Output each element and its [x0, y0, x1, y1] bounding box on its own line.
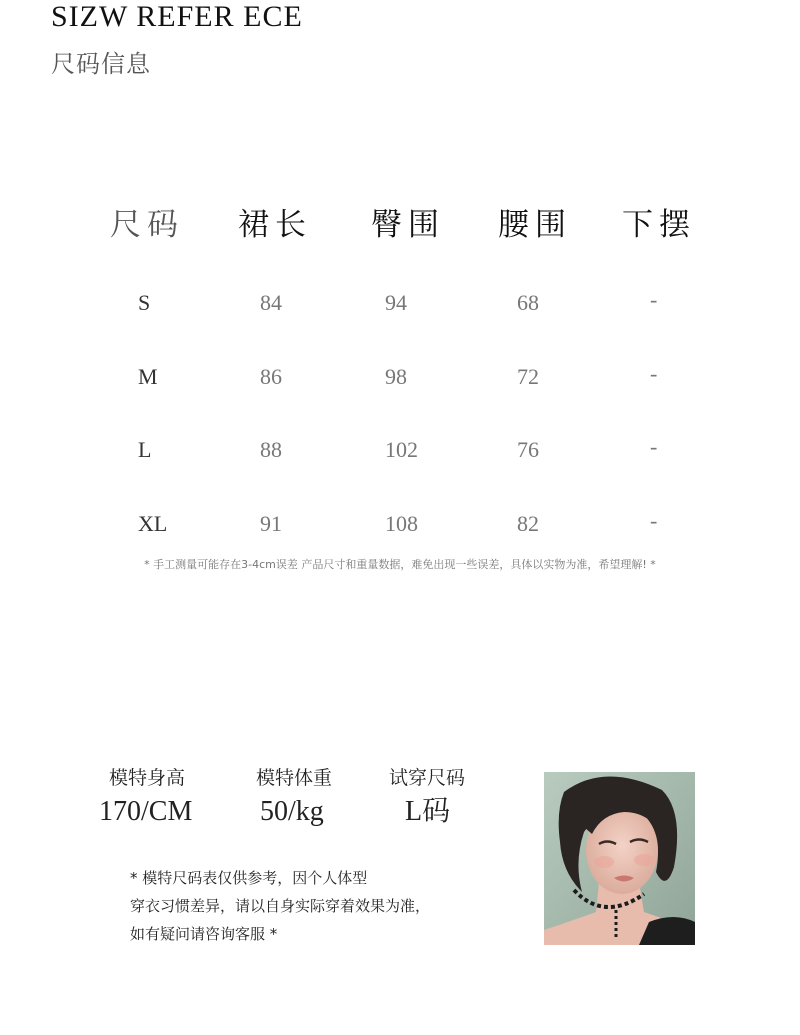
model-disclaimer [130, 864, 430, 948]
table-cell-hip: 94 [385, 290, 407, 315]
table-cell-hem: - [650, 287, 658, 312]
disclaimer-line: 穿衣习惯差异，请以自身实际穿着效果为准， [130, 897, 431, 915]
model-height-label: 模特身高 [109, 767, 186, 789]
column-header-hem: 下摆 [622, 207, 696, 243]
model-weight-label: 模特体重 [256, 767, 333, 789]
table-cell-waist: 68 [517, 290, 539, 315]
table-cell-hem: - [650, 434, 658, 459]
disclaimer-line: * 模特尺码表仅供参考，因个人体型 [130, 869, 368, 887]
disclaimer-line: 如有疑问请咨询客服 * [130, 925, 278, 943]
header-subtitle: 尺码信息 [51, 50, 151, 78]
column-header-size: 尺码 [110, 207, 184, 243]
model-weight-value: 50/kg [260, 796, 324, 827]
column-header-hip: 臀围 [371, 207, 445, 243]
table-cell-hem: - [650, 361, 658, 386]
table-cell-size: XL [138, 511, 168, 536]
table-cell-waist: 82 [517, 511, 539, 536]
table-cell-hip: 98 [385, 364, 407, 389]
table-cell-skirt-length: 86 [260, 364, 282, 389]
model-photo [544, 772, 695, 945]
try-on-size-label: 试穿尺码 [389, 767, 466, 789]
table-cell-size: L [138, 437, 152, 462]
table-cell-skirt-length: 91 [260, 511, 282, 536]
table-cell-waist: 76 [517, 437, 539, 462]
column-header-waist: 腰围 [498, 207, 572, 243]
table-cell-waist: 72 [517, 364, 539, 389]
table-cell-hem: - [650, 508, 658, 533]
try-on-size-value: L码 [405, 796, 451, 827]
table-cell-hip: 102 [385, 437, 418, 462]
model-height-value: 170/CM [99, 796, 193, 827]
measurement-note: * 手工测量可能存在3-4cm误差 产品尺寸和重量数据，难免出现一些误差，具体以实物为准，希望理解! * [144, 558, 656, 571]
table-cell-size: M [138, 364, 158, 389]
table-cell-hip: 108 [385, 511, 418, 536]
header-title: SIZW REFER ECE [51, 0, 303, 33]
table-cell-skirt-length: 88 [260, 437, 282, 462]
column-header-skirt-length: 裙长 [238, 207, 312, 243]
table-cell-skirt-length: 84 [260, 290, 282, 315]
table-cell-size: S [138, 290, 151, 315]
